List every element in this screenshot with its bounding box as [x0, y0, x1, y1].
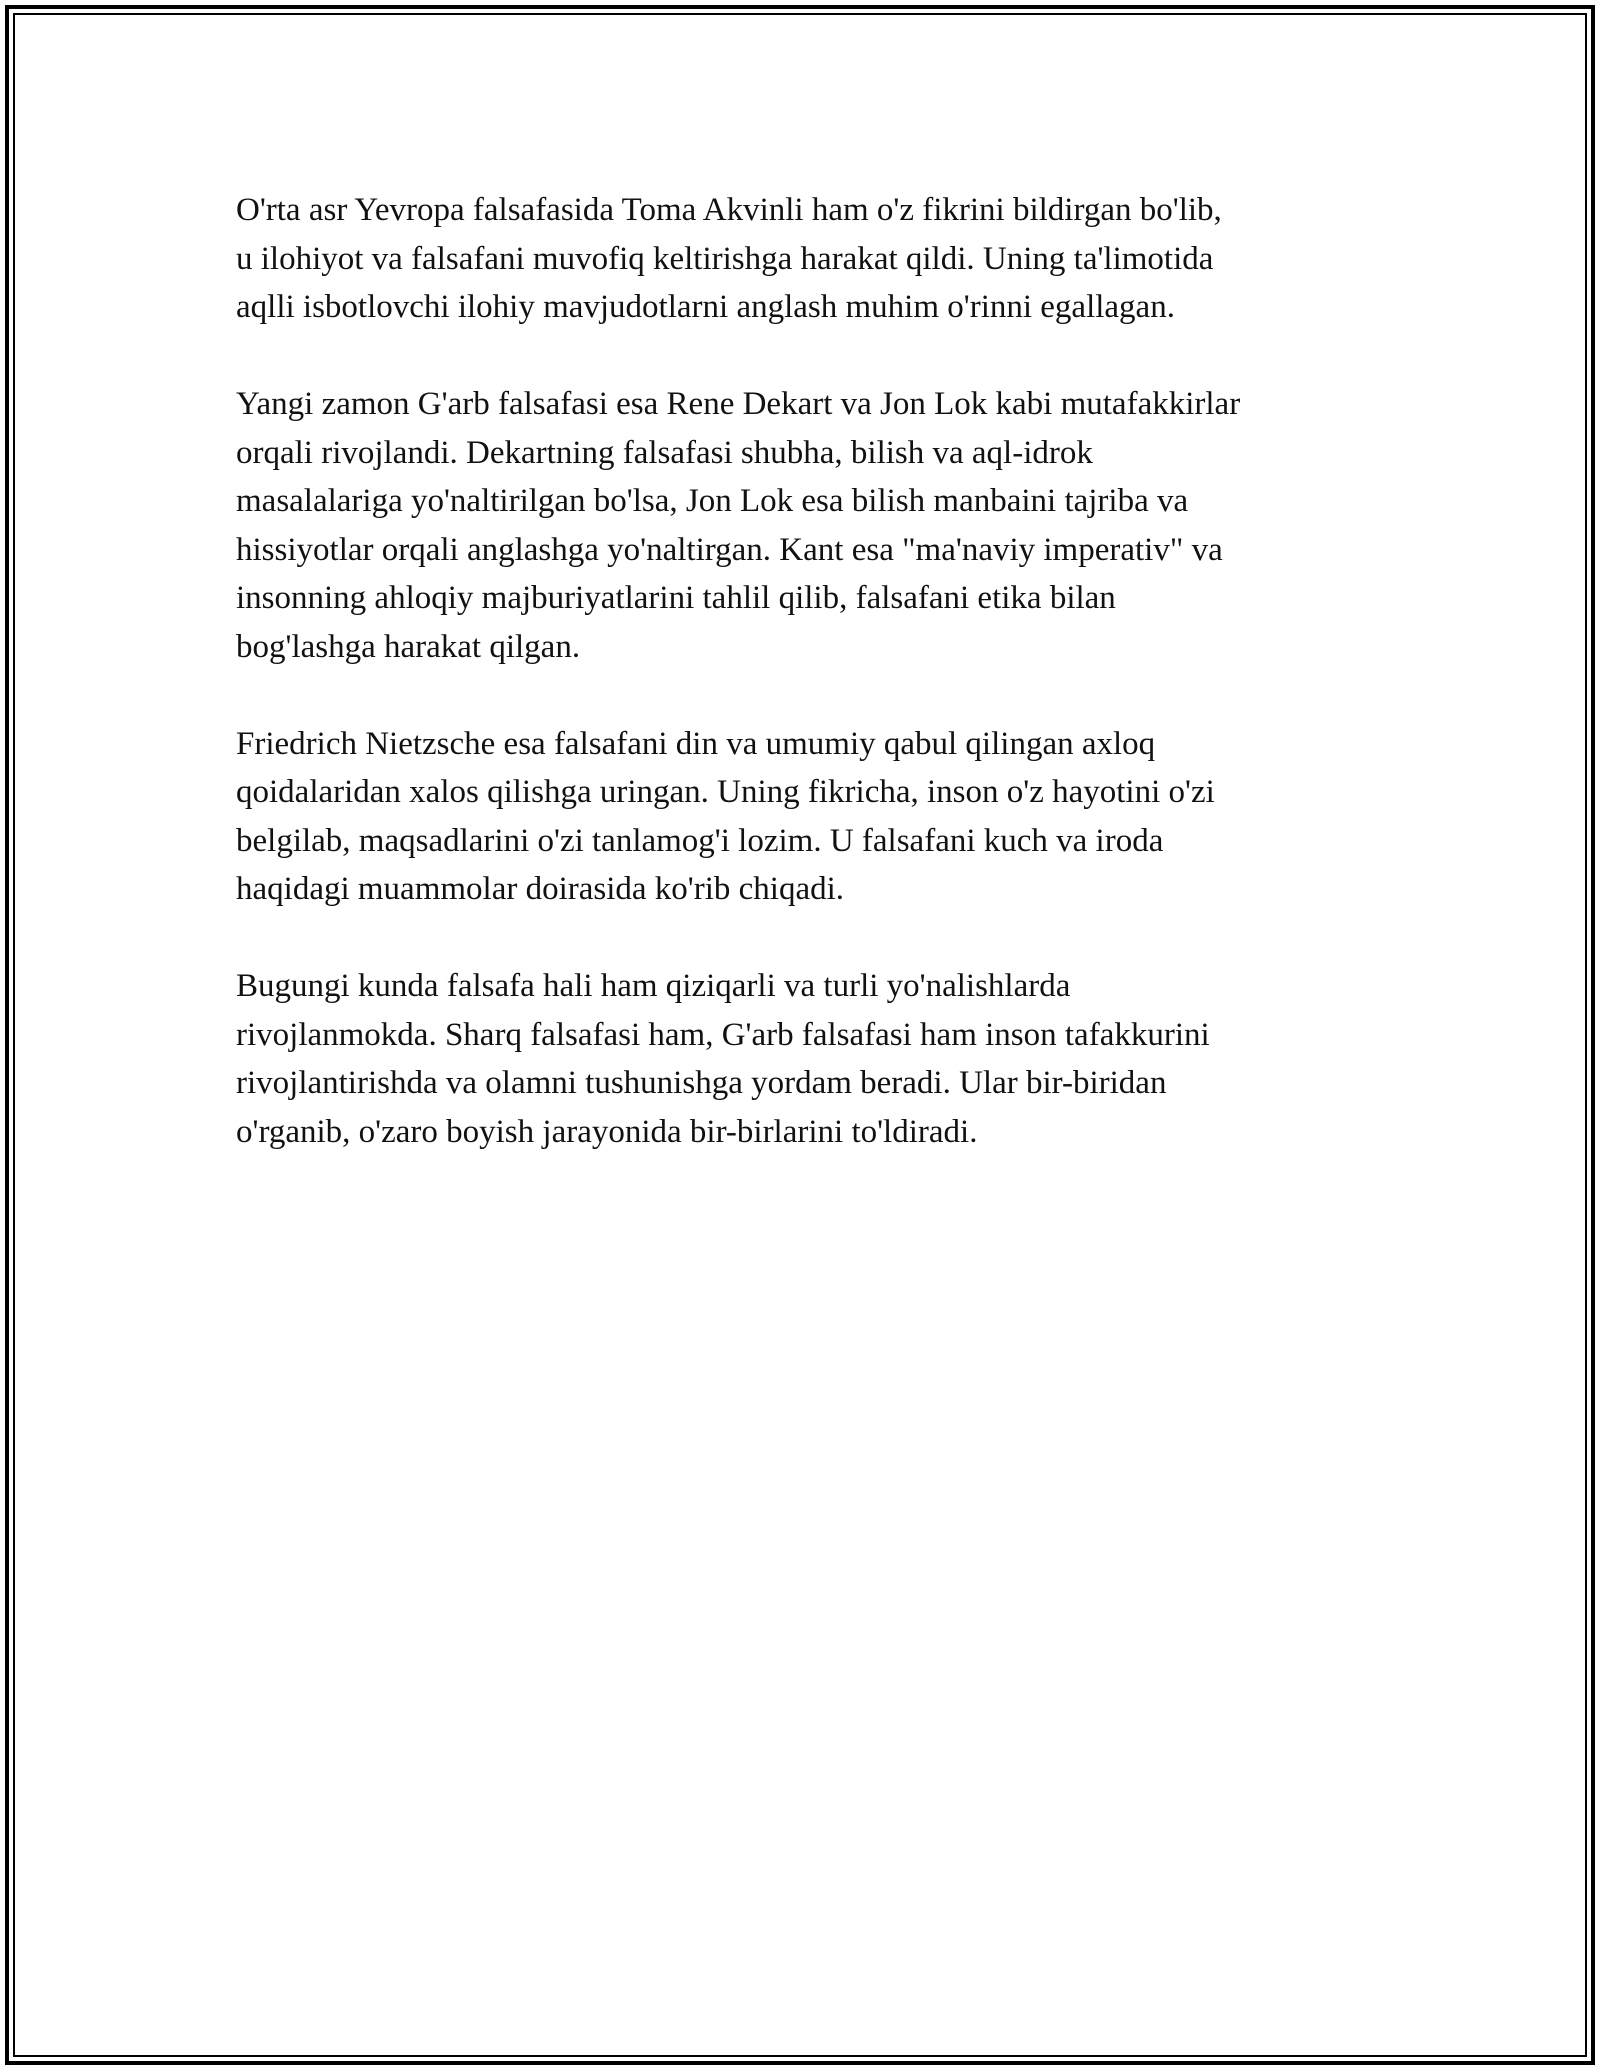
paragraph-3: Friedrich Nietzsche esa falsafani din va umumiy qabul qilingan axloq qoidalaridan xalos qilishga uringan. Uning fikricha, inson o'z hayotini o'zi belgilab, maqsadlarini o'zi tanlamog'i lozim. U falsafani kuch va iroda haqidagi muammolar doirasida ko'rib chiqadi. [236, 725, 1215, 907]
paragraph-2: Yangi zamon G'arb falsafasi esa Rene Dekart va Jon Lok kabi mutafakkirlar orqali rivojlandi. Dekartning falsafasi shubha, bilish va aql-idrok masalalariga yo'naltirilgan bo'lsa, Jon Lok esa bilish manbaini tajriba va hissiyotlar orqali anglashga yo'naltirgan. Kant esa "ma'naviy imperativ" va insonning ahloqiy majburiyatlarini tahlil qilib, falsafani etika bilan bog'lashga harakat qilgan. [236, 386, 1241, 665]
paragraph-4: Bugungi kunda falsafa hali ham qiziqarli va turli yo'nalishlarda rivojlanmokda. Sharq falsafasi ham, G'arb falsafasi ham inson tafakkurini rivojlantirishda va olamni tushunishga yordam beradi. Ular bir-biridan o'rganib, o'zaro boyish jarayonida bir-birlarini to'ldiradi. [236, 968, 1210, 1150]
paragraph-1: O'rta asr Yevropa falsafasida Toma Akvinli ham o'z fikrini bildirgan bo'lib, u ilohiyot va falsafani muvofiq keltirishga harakat qildi. Uning ta'limotida aqlli isbotlovchi ilohiy mavjudotlarni anglash muhim o'rinni egallagan. [236, 192, 1222, 325]
document-body [236, 186, 1376, 1205]
